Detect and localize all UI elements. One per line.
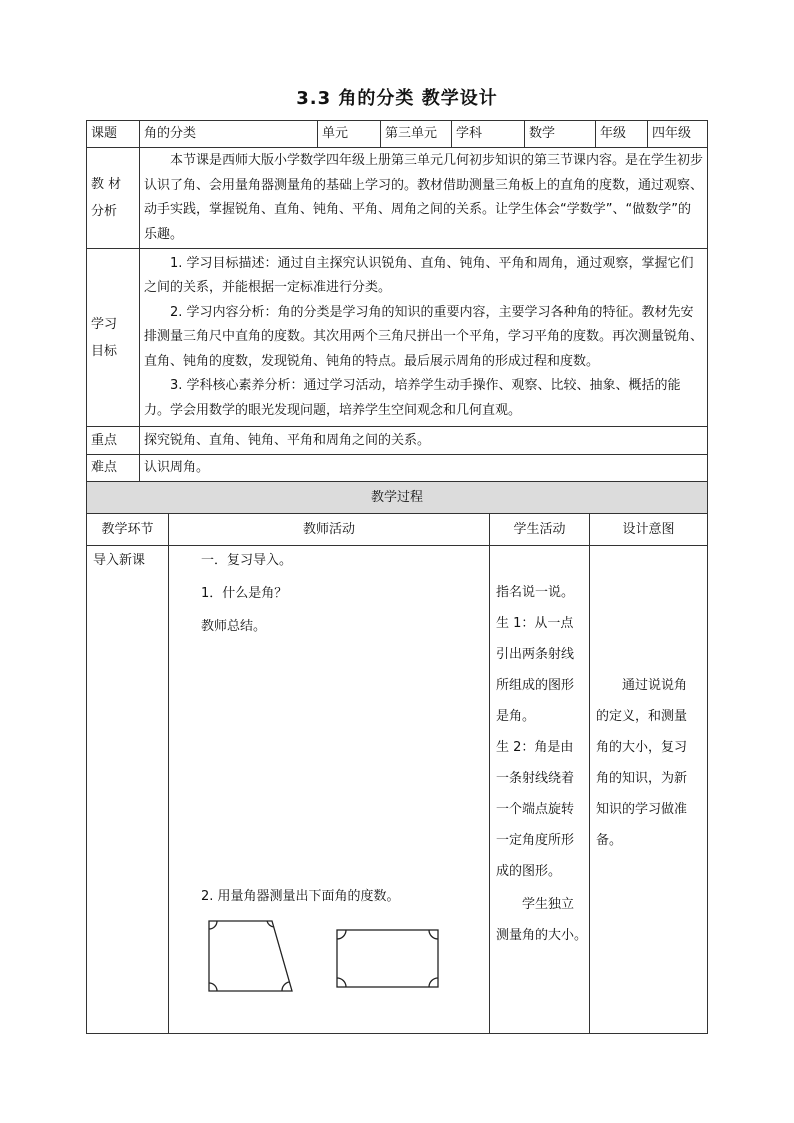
goal-item-1: 1. 学习目标描述：通过自主探究认识锐角、直角、钝角、平角和周角，通过观察，掌握它们之间的关系，并能根据一定标准进行分类。 <box>144 255 694 296</box>
student-line: 学生独立 <box>522 897 575 912</box>
difficulty-label: 难点 <box>87 455 140 482</box>
subject-label: 学科 <box>452 121 525 148</box>
rectangle-figure <box>337 930 438 987</box>
student-line: 成的图形。 <box>496 864 562 879</box>
trapezoid-figure <box>209 921 292 991</box>
header-student: 学生活动 <box>490 514 590 546</box>
unit-value: 第三单元 <box>381 121 452 148</box>
header-intent: 设计意图 <box>590 514 708 546</box>
subject-value: 数学 <box>525 121 596 148</box>
textbook-analysis-text <box>140 148 708 249</box>
learning-goals-text <box>140 249 708 427</box>
topic-value: 角的分类 <box>140 121 318 148</box>
student-line: 一个端点旋转 <box>496 802 575 817</box>
key-point-label: 重点 <box>87 427 140 455</box>
teacher-line-2: 1．什么是角？ <box>201 586 288 601</box>
intent-line: 备。 <box>596 833 623 848</box>
teacher-line-3: 教师总结。 <box>201 619 267 634</box>
student-line: 引出两条射线 <box>496 647 575 662</box>
key-point-text: 探究锐角、直角、钝角、平角和周角之间的关系。 <box>140 427 708 455</box>
student-line: 所组成的图形 <box>496 678 575 693</box>
topic-label: 课题 <box>87 121 140 148</box>
stage-cell: 导入新课 <box>87 546 169 1034</box>
header-stage: 教学环节 <box>87 514 169 546</box>
student-line: 测量角的大小。 <box>496 928 588 943</box>
unit-label: 单元 <box>318 121 381 148</box>
teacher-line-4: 2. 用量角器测量出下面角的度数。 <box>201 889 400 904</box>
intent-line: 通过说说角 <box>622 678 688 693</box>
grade-label: 年级 <box>596 121 648 148</box>
textbook-analysis-label: 教 材 分析 <box>87 148 140 249</box>
header-teacher: 教师活动 <box>169 514 490 546</box>
goal-item-3: 3. 学科核心素养分析：通过学习活动，培养学生动手操作、观察、比较、抽象、概括的能力。学会用数学的眼光发现问题，培养学生空间观念和几何直观。 <box>144 378 681 418</box>
intent-line: 角的大小，复习 <box>596 740 688 755</box>
teacher-line-1: 一．复习导入。 <box>201 553 293 568</box>
intent-line: 的定义，和测量 <box>596 709 688 724</box>
student-line: 指名说一说。 <box>496 585 575 600</box>
student-activity-cell <box>490 546 590 1034</box>
grade-value: 四年级 <box>648 121 708 148</box>
teaching-process-table <box>86 481 708 1034</box>
goal-item-2: 2. 学习内容分析：角的分类是学习角的知识的重要内容，主要学习各种角的特征。教材先安排测量三角尺中直角的度数。其次用两个三角尺拼出一个平角，学习平角的度数。再次测量锐角、直角、钝角的度数，发现锐角、钝角的特点。最后展示周角的形成过程和度数。 <box>144 304 704 369</box>
teacher-activity-cell <box>169 546 490 1034</box>
student-line: 一定角度所形 <box>496 833 575 848</box>
intent-line: 角的知识，为新 <box>596 771 688 786</box>
process-caption: 教学过程 <box>87 482 708 514</box>
intent-line: 知识的学习做准 <box>596 802 688 817</box>
student-line: 一条射线绕着 <box>496 771 575 786</box>
student-line: 是角。 <box>496 709 536 724</box>
learning-goals-label: 学习 目标 <box>87 249 140 427</box>
student-line: 生 1：从一点 <box>496 616 574 631</box>
lesson-info-table <box>86 120 708 482</box>
difficulty-text: 认识周角。 <box>140 455 708 482</box>
textbook-analysis-paragraph: 本节课是西师大版小学数学四年级上册第三单元几何初步知识的第三节课内容。是在学生初步认识了角、会用量角器测量角的基础上学习的。教材借助测量三角板上的直角的度数，通过观察、动手实践，掌握锐角、直角、钝角、平角、周角之间的关系。让学生体会“学数学”、“做数学”的乐趣。 <box>144 153 704 242</box>
angle-figures <box>169 915 490 995</box>
page-title: 3.3 角的分类 教学设计 <box>296 88 498 109</box>
design-intent-cell <box>590 546 708 1034</box>
student-line: 生 2：角是由 <box>496 740 574 755</box>
